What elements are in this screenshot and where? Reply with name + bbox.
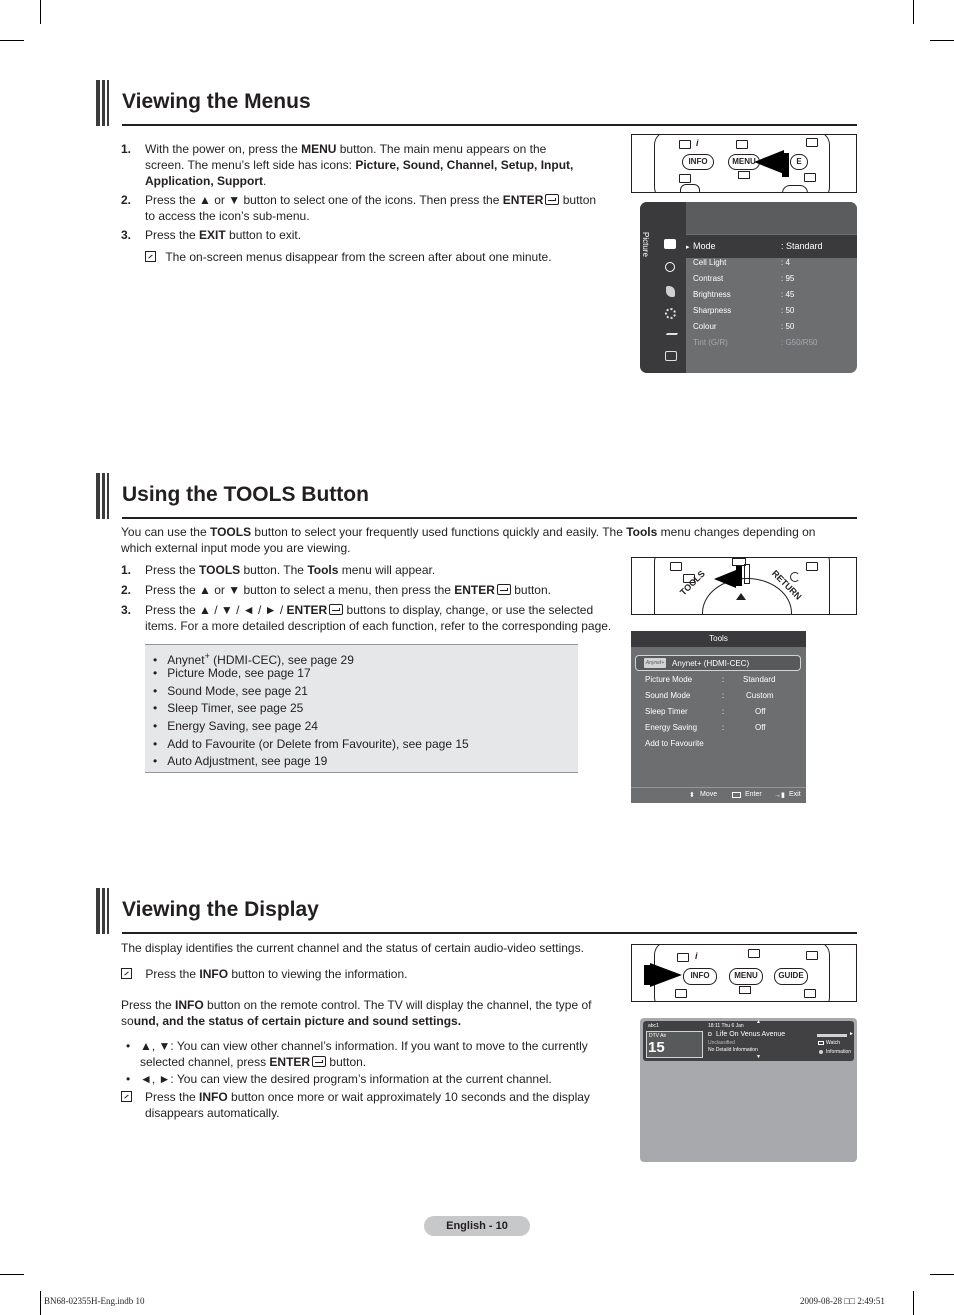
osd-row-value: : 50 xyxy=(781,322,795,331)
page-number-badge: English - 10 xyxy=(424,1216,530,1236)
enter-icon xyxy=(732,792,741,798)
crop-mark xyxy=(930,1274,954,1275)
note-icon xyxy=(121,1091,132,1102)
osd-info-screen: abc1 DTV Air 15 18:11 Thu 6 Jan ▲ ɒ Life On Venus Avenue Unclassified No Detaild Information ▼ ► Watch Information xyxy=(640,1018,857,1162)
remote-menu-button: MENU xyxy=(729,968,763,985)
osd-row-label: Mode xyxy=(693,241,716,251)
sound-icon xyxy=(665,262,675,272)
crop-mark xyxy=(40,0,41,24)
menus-step-1: With the power on, press the MENU button. The main menu appears on the screen. The menu’s left side has icons: Picture, Sound, Channel, Setup, Input, Application, Support. xyxy=(145,142,574,188)
application-icon xyxy=(665,351,677,361)
osd-row-label: Colour xyxy=(693,322,717,331)
display-bullet-1: ▲, ▼: You can view other channel’s information. If you want to move to the currently selected channel, press ENTER button. xyxy=(140,1039,588,1069)
note-icon-wrap xyxy=(121,1089,132,1105)
osd-row-value: Off xyxy=(755,707,766,716)
move-icon: ⬍ xyxy=(689,792,695,799)
crop-mark xyxy=(0,1274,24,1275)
osd-row-value: : 4 xyxy=(781,258,790,267)
section-rule xyxy=(122,932,857,934)
menus-note: The on-screen menus disappear from the screen after about one minute. xyxy=(145,249,552,265)
osd-side-label: Picture xyxy=(641,232,650,257)
footer-file-info: BN68-02355H-Eng.indb 10 xyxy=(44,1296,145,1306)
pointer-arrow-icon xyxy=(650,963,682,987)
osd-row-label: Anynet+ (HDMI-CEC) xyxy=(672,659,750,668)
step-number: 3. xyxy=(121,603,132,617)
note-icon xyxy=(145,251,156,262)
pointer-arrow-icon xyxy=(714,570,736,588)
remote-small-button xyxy=(736,140,748,149)
osd-row-label: Sound Mode xyxy=(645,691,691,700)
step-number: 3. xyxy=(121,228,132,242)
pointer-arrow-icon xyxy=(754,150,784,174)
right-arrow-icon: ► xyxy=(849,1031,854,1037)
crop-mark xyxy=(913,0,914,24)
list-item: • Auto Adjustment, see page 19 xyxy=(153,754,328,768)
osd-row-label: Sharpness xyxy=(693,306,732,315)
section-header-menus xyxy=(96,80,857,126)
tools-step-1: Press the TOOLS button. The Tools menu will appear. xyxy=(145,563,436,577)
display-intro: The display identifies the current channel and the status of certain audio-video settings. xyxy=(121,941,584,955)
progress-bar xyxy=(817,1034,847,1037)
menus-step-2: Press the ▲ or ▼ button to select one of the icons. Then press the ENTER button to access the icon’s sub-menu. xyxy=(145,193,597,223)
remote-small-button xyxy=(679,140,691,149)
remote-small-button xyxy=(679,174,691,183)
tools-bullet-list xyxy=(145,644,578,773)
list-item: • Picture Mode, see page 17 xyxy=(153,666,311,680)
osd-row-value: Off xyxy=(755,723,766,732)
osd-row-label: Add to Favourite xyxy=(645,739,704,748)
osd-tools-title: Tools xyxy=(709,634,728,643)
exit-icon: →▮ xyxy=(774,792,785,799)
remote-info-button: INFO xyxy=(682,154,714,170)
display-bullet-2: ◄, ►: You can view the desired program’s information at the current channel. xyxy=(140,1072,552,1086)
menu-symbol-icon xyxy=(739,986,751,994)
header-bars xyxy=(96,888,110,934)
step-number: 1. xyxy=(121,142,132,156)
list-item: • Anynet+ (HDMI-CEC), see page 29 xyxy=(153,651,354,667)
remote-e-button: E xyxy=(790,154,808,170)
channel-number: 15 xyxy=(648,1039,665,1056)
step-number: 1. xyxy=(121,563,132,577)
step-number: 2. xyxy=(121,193,132,207)
return-arrow-icon xyxy=(790,572,800,582)
enter-icon xyxy=(818,1041,824,1045)
info-dot-icon xyxy=(819,1050,823,1054)
osd-row-label: Cell Light xyxy=(693,258,727,267)
section-title: Using the TOOLS Button xyxy=(122,483,369,506)
section-rule xyxy=(122,124,857,126)
remote-guide-button: GUIDE xyxy=(774,968,808,985)
crop-mark xyxy=(930,40,954,41)
osd-row-value: Custom xyxy=(746,691,774,700)
osd-row-value: : G50/R50 xyxy=(781,338,818,347)
section-header-tools xyxy=(96,473,857,519)
osd-row-value: : 95 xyxy=(781,274,795,283)
remote-small-button xyxy=(804,173,816,182)
down-arrow-icon: ▼ xyxy=(756,1054,761,1060)
info-i-icon: i xyxy=(695,951,698,961)
tools-step-2: Press the ▲ or ▼ button to select a menu, then press the ENTER button. xyxy=(145,583,551,597)
channel-icon xyxy=(666,286,675,297)
remote-info-button: INFO xyxy=(683,968,717,985)
enter-icon xyxy=(497,584,511,595)
crop-mark xyxy=(40,1291,41,1315)
display-paragraph: Press the INFO button on the remote control. The TV will display the channel, the type of sound, and the status of certain picture and sound settings. xyxy=(121,998,592,1028)
header-bars xyxy=(96,473,110,519)
osd-row-label: Contrast xyxy=(693,274,724,283)
tools-intro: You can use the TOOLS button to select your frequently used functions quickly and easily. The Tools menu changes depending on which external input mode you are viewing. xyxy=(121,525,816,555)
step-number: 2. xyxy=(121,583,132,597)
up-arrow-icon: ▲ xyxy=(756,1019,761,1025)
osd-row-value: : 50 xyxy=(781,306,795,315)
list-item: • Energy Saving, see page 24 xyxy=(153,719,318,733)
osd-tools-menu: Tools Anynet+ Anynet+ (HDMI-CEC) Picture Mode : Standard Sound Mode : Custom Sleep Timer : Off Energy Saving : Off Add to Favourite ⬍ Move Enter →▮ Exit xyxy=(631,631,806,803)
note-icon xyxy=(121,968,132,979)
osd-row-value: : Standard xyxy=(781,241,823,251)
osd-row-value: Standard xyxy=(743,675,776,684)
osd-row-value: : 45 xyxy=(781,290,795,299)
osd-row-label: Sleep Timer xyxy=(645,707,688,716)
section-rule xyxy=(122,517,857,519)
remote-menu-button: MENU xyxy=(728,154,760,170)
anynet-logo: Anynet+ xyxy=(645,660,665,666)
picture-icon xyxy=(664,239,676,249)
pointer-bar xyxy=(782,153,789,177)
list-item: • Add to Favourite (or Delete from Favourite), see page 15 xyxy=(153,737,469,751)
section-title: Viewing the Menus xyxy=(122,90,311,113)
info-i-icon: i xyxy=(696,138,699,148)
osd-row-label: Energy Saving xyxy=(645,723,698,732)
enter-icon xyxy=(329,604,343,615)
osd-sidebar xyxy=(640,202,686,373)
up-arrow-icon xyxy=(736,593,746,600)
display-note-1: Press the INFO button to viewing the information. xyxy=(121,966,407,982)
display-note-2: Press the INFO button once more or wait approximately 10 seconds and the display disappears automatically. xyxy=(145,1090,590,1120)
crop-mark xyxy=(913,1291,914,1315)
tools-step-3: Press the ▲ / ▼ / ◄ / ► / ENTER buttons to display, change, or use the selected items. For a more detailed description of each function, refer to the corresponding page. xyxy=(145,603,612,633)
list-item: • Sleep Timer, see page 25 xyxy=(153,701,304,715)
remote-illustration-tools xyxy=(631,557,857,615)
osd-row-label: Picture Mode xyxy=(645,675,693,684)
setup-gear-icon xyxy=(665,308,676,319)
program-icon: ɒ xyxy=(708,1031,712,1038)
osd-row-label: Tint (G/R) xyxy=(693,338,728,347)
list-item: • Sound Mode, see page 21 xyxy=(153,684,308,698)
osd-row-label: Brightness xyxy=(693,290,731,299)
remote-small-button xyxy=(806,138,818,147)
section-title: Viewing the Display xyxy=(122,898,319,921)
return-label: RETURN xyxy=(769,568,804,602)
section-header-display xyxy=(96,888,857,934)
crop-mark xyxy=(0,40,24,41)
header-bars xyxy=(96,80,110,126)
enter-icon xyxy=(545,194,559,205)
menus-step-3: Press the EXIT button to exit. xyxy=(145,228,302,242)
enter-icon xyxy=(312,1056,326,1067)
remote-illustration-menu xyxy=(631,134,857,193)
menu-symbol-icon xyxy=(738,171,750,179)
osd-picture-menu: Picture ▸ Mode : Standard Cell Light : 4 Contrast : 95 Brightness : 45 Sharpness : 50 Colour : 50 Tint (G/R) : G50/R50 xyxy=(640,202,857,373)
remote-illustration-info xyxy=(631,944,857,1002)
footer-timestamp: 2009-08-28 □□ 2:49:51 xyxy=(800,1296,885,1306)
tools-label: TOOLS xyxy=(677,568,707,598)
